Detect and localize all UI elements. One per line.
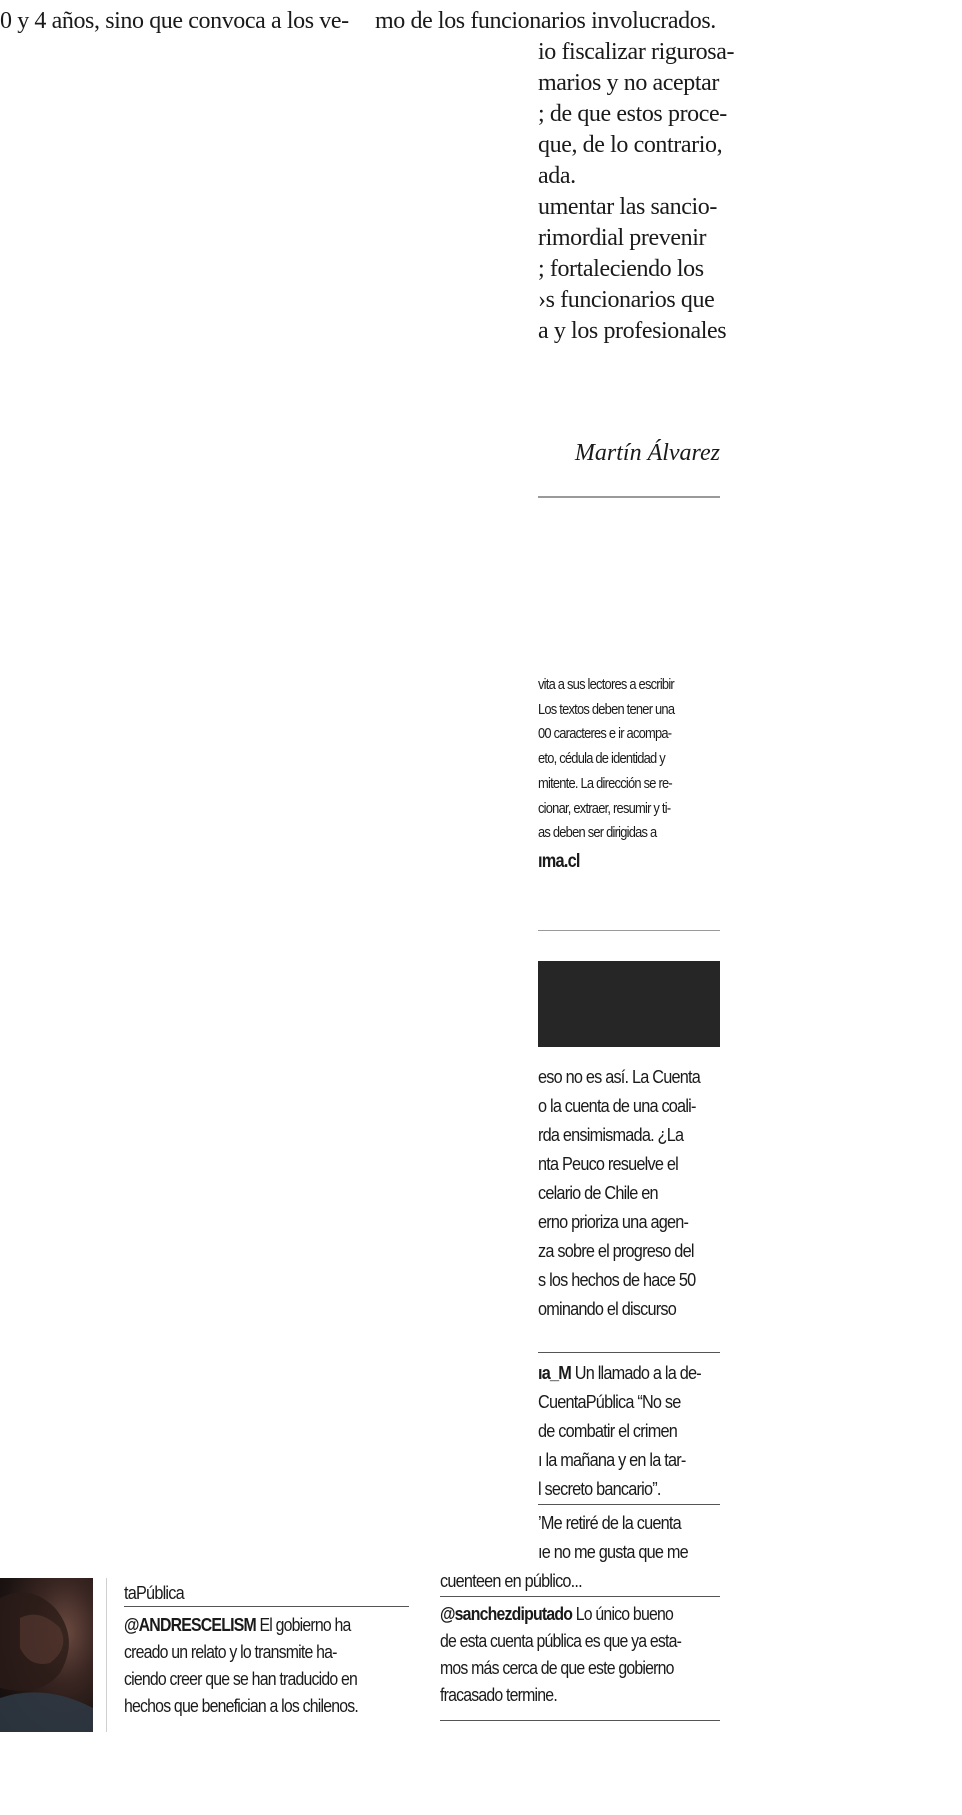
divider (538, 1504, 720, 1505)
tweet-line: ’Me retiré de la cuenta (538, 1512, 681, 1533)
tweet-line: mos más cerca de que este gobierno (440, 1658, 674, 1678)
tweet-line: rda ensimismada. ¿La (538, 1124, 684, 1145)
tweet-line (124, 1612, 358, 1639)
tweet-m (538, 1358, 701, 1503)
tweet-andres (124, 1612, 358, 1720)
letter-line: umentar las sancio- (538, 194, 717, 220)
notice-line: eto, cédula de identidad y (538, 750, 665, 768)
tweet-line: s los hechos de hace 50 (538, 1269, 696, 1290)
letter-line: io fiscalizar rigurosa- (538, 39, 735, 65)
person-photo (0, 1578, 93, 1732)
letter-line: rimordial prevenir (538, 225, 707, 251)
tweet-line: ominando el discurso (538, 1298, 677, 1319)
notice-line: vita a sus lectores a escribir (538, 676, 674, 693)
tweet-line: eso no es así. La Cuenta (538, 1066, 701, 1087)
tweet-line: de combatir el crimen (538, 1420, 677, 1441)
tweet-line: creado un relato y lo transmite ha- (124, 1642, 337, 1662)
letter-line: que, de lo contrario, (538, 132, 723, 158)
notice-line: as deben ser dirigidas a (538, 824, 657, 842)
divider (538, 496, 720, 498)
tweet-line: hechos que benefician a los chilenos. (124, 1696, 359, 1716)
tweet-handle: @ANDRESCELISM (124, 1615, 256, 1635)
tweet-line: nta Peuco resuelve el (538, 1153, 678, 1174)
tweet-line: erno prioriza una agen- (538, 1211, 689, 1232)
letter-line: marios y no aceptar (538, 70, 719, 96)
letters-notice (538, 673, 674, 878)
letter-line: ; de que estos proce- (538, 101, 727, 127)
tweet-retire (538, 1508, 688, 1566)
divider (124, 1606, 409, 1607)
tweet-handle: @sanchezdiputado (440, 1604, 573, 1624)
letter-line: ›s funcionarios que (538, 287, 715, 313)
tweet-text: Un llamado a la de- (571, 1362, 701, 1383)
tweet-line (538, 1358, 701, 1387)
notice-line: 00 caracteres e ir acompa- (538, 725, 672, 743)
photo-detail (0, 1578, 93, 1732)
tweet-line: ciendo creer que se han traducido en (124, 1669, 358, 1689)
notice-email: ıma.cl (538, 850, 580, 872)
tweet-line: ı la mañana y en la tar- (538, 1449, 686, 1470)
notice-line: Los textos deben tener una (538, 700, 675, 718)
tweet-text: El gobierno ha (255, 1615, 351, 1635)
tweet-line: ıe no me gusta que me (538, 1541, 688, 1562)
tweet-text: Lo único bueno (572, 1604, 674, 1624)
divider (440, 1720, 720, 1721)
letter-line: ada. (538, 163, 576, 189)
left-column-text: 0 y 4 años, sino que convoca a los ve- (0, 8, 349, 34)
letter-body (538, 37, 734, 347)
tweet-line: fracasado termine. (440, 1685, 557, 1705)
tweet-line: za sobre el progreso del (538, 1240, 694, 1261)
divider (538, 930, 720, 931)
divider (440, 1596, 720, 1597)
letter-line: ; fortaleciendo los (538, 256, 704, 282)
tweet-block (538, 1062, 700, 1323)
tweet-line: celario de Chile en (538, 1182, 658, 1203)
tweet-line: CuentaPública “No se (538, 1391, 681, 1412)
letter-first-line: mo de los funcionarios involucrados. (375, 8, 716, 34)
tweet-line: de esta cuenta pública es que ya esta- (440, 1631, 682, 1651)
tweet-line: o la cuenta de una coali- (538, 1095, 696, 1116)
letter-author: Martín Álvarez (574, 440, 720, 466)
divider (538, 1352, 720, 1353)
notice-line: cionar, extraer, resumir y ti- (538, 799, 671, 817)
notice-line: mitente. La dirección se re- (538, 774, 672, 792)
letter-line: a y los profesionales (538, 318, 727, 344)
tweet-handle: ıa_M (538, 1362, 572, 1383)
tweet-line: l secreto bancario”. (538, 1478, 661, 1499)
tweet-line: cuenteen en público... (440, 1570, 582, 1591)
hashtag-line: taPública (124, 1582, 184, 1603)
photo-frame-line (106, 1578, 107, 1732)
tweet-line (440, 1601, 681, 1628)
tweet-sanchez (440, 1601, 681, 1709)
section-header-bar (538, 961, 720, 1047)
